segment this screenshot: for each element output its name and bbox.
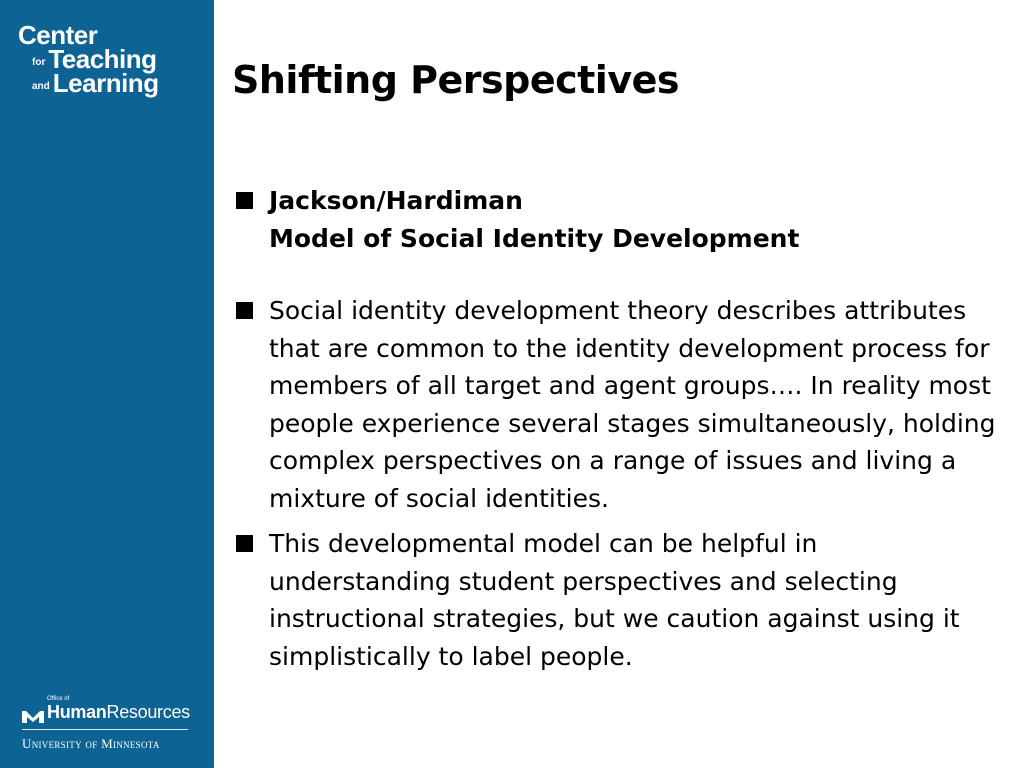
logo-word-teaching: Teaching	[48, 44, 157, 74]
bullet-text: This developmental model can be helpful in understanding student perspectives and selecting instructional strategies, but we caution against using it simplistically to label people.	[269, 529, 960, 671]
bullet-item	[236, 182, 1006, 257]
hr-name	[47, 702, 190, 722]
slide-title: Shifting Perspectives	[232, 58, 679, 102]
university-of-minnesota: University of Minnesota	[22, 736, 160, 751]
square-bullet-icon	[236, 302, 253, 319]
university-m-icon	[22, 709, 44, 723]
bullet-item	[236, 525, 1006, 675]
bullet-heading	[269, 182, 1006, 257]
hr-divider	[22, 729, 188, 730]
logo-word-for: for	[32, 57, 46, 68]
bullet-item	[236, 292, 1006, 517]
bullet-heading-line1: Jackson/Hardiman	[269, 186, 523, 215]
hr-logo-text	[47, 696, 190, 723]
hr-office-of: Office of	[47, 696, 70, 702]
logo-word-learning: Learning	[52, 68, 159, 98]
sidebar	[0, 0, 214, 768]
logo-word-and: and	[32, 81, 50, 92]
human-resources-logo	[22, 696, 190, 752]
square-bullet-icon	[236, 192, 253, 209]
square-bullet-icon	[236, 535, 253, 552]
hr-logo-top	[22, 696, 190, 723]
bullet-list	[236, 182, 1006, 675]
logo-word-center: Center	[18, 20, 98, 50]
bullet-heading-line2: Model of Social Identity Development	[269, 223, 800, 253]
hr-resources: Resources	[106, 702, 190, 722]
hr-human: Human	[47, 702, 107, 722]
bullet-text: Social identity development theory describes attributes that are common to the identity development process for members of all target and agent groups…. In reality most people experience several stages simultaneously, holding complex perspectives on a range of issues and living a mixture of social identities.	[269, 296, 996, 513]
center-for-teaching-and-learning-logo	[18, 22, 159, 96]
